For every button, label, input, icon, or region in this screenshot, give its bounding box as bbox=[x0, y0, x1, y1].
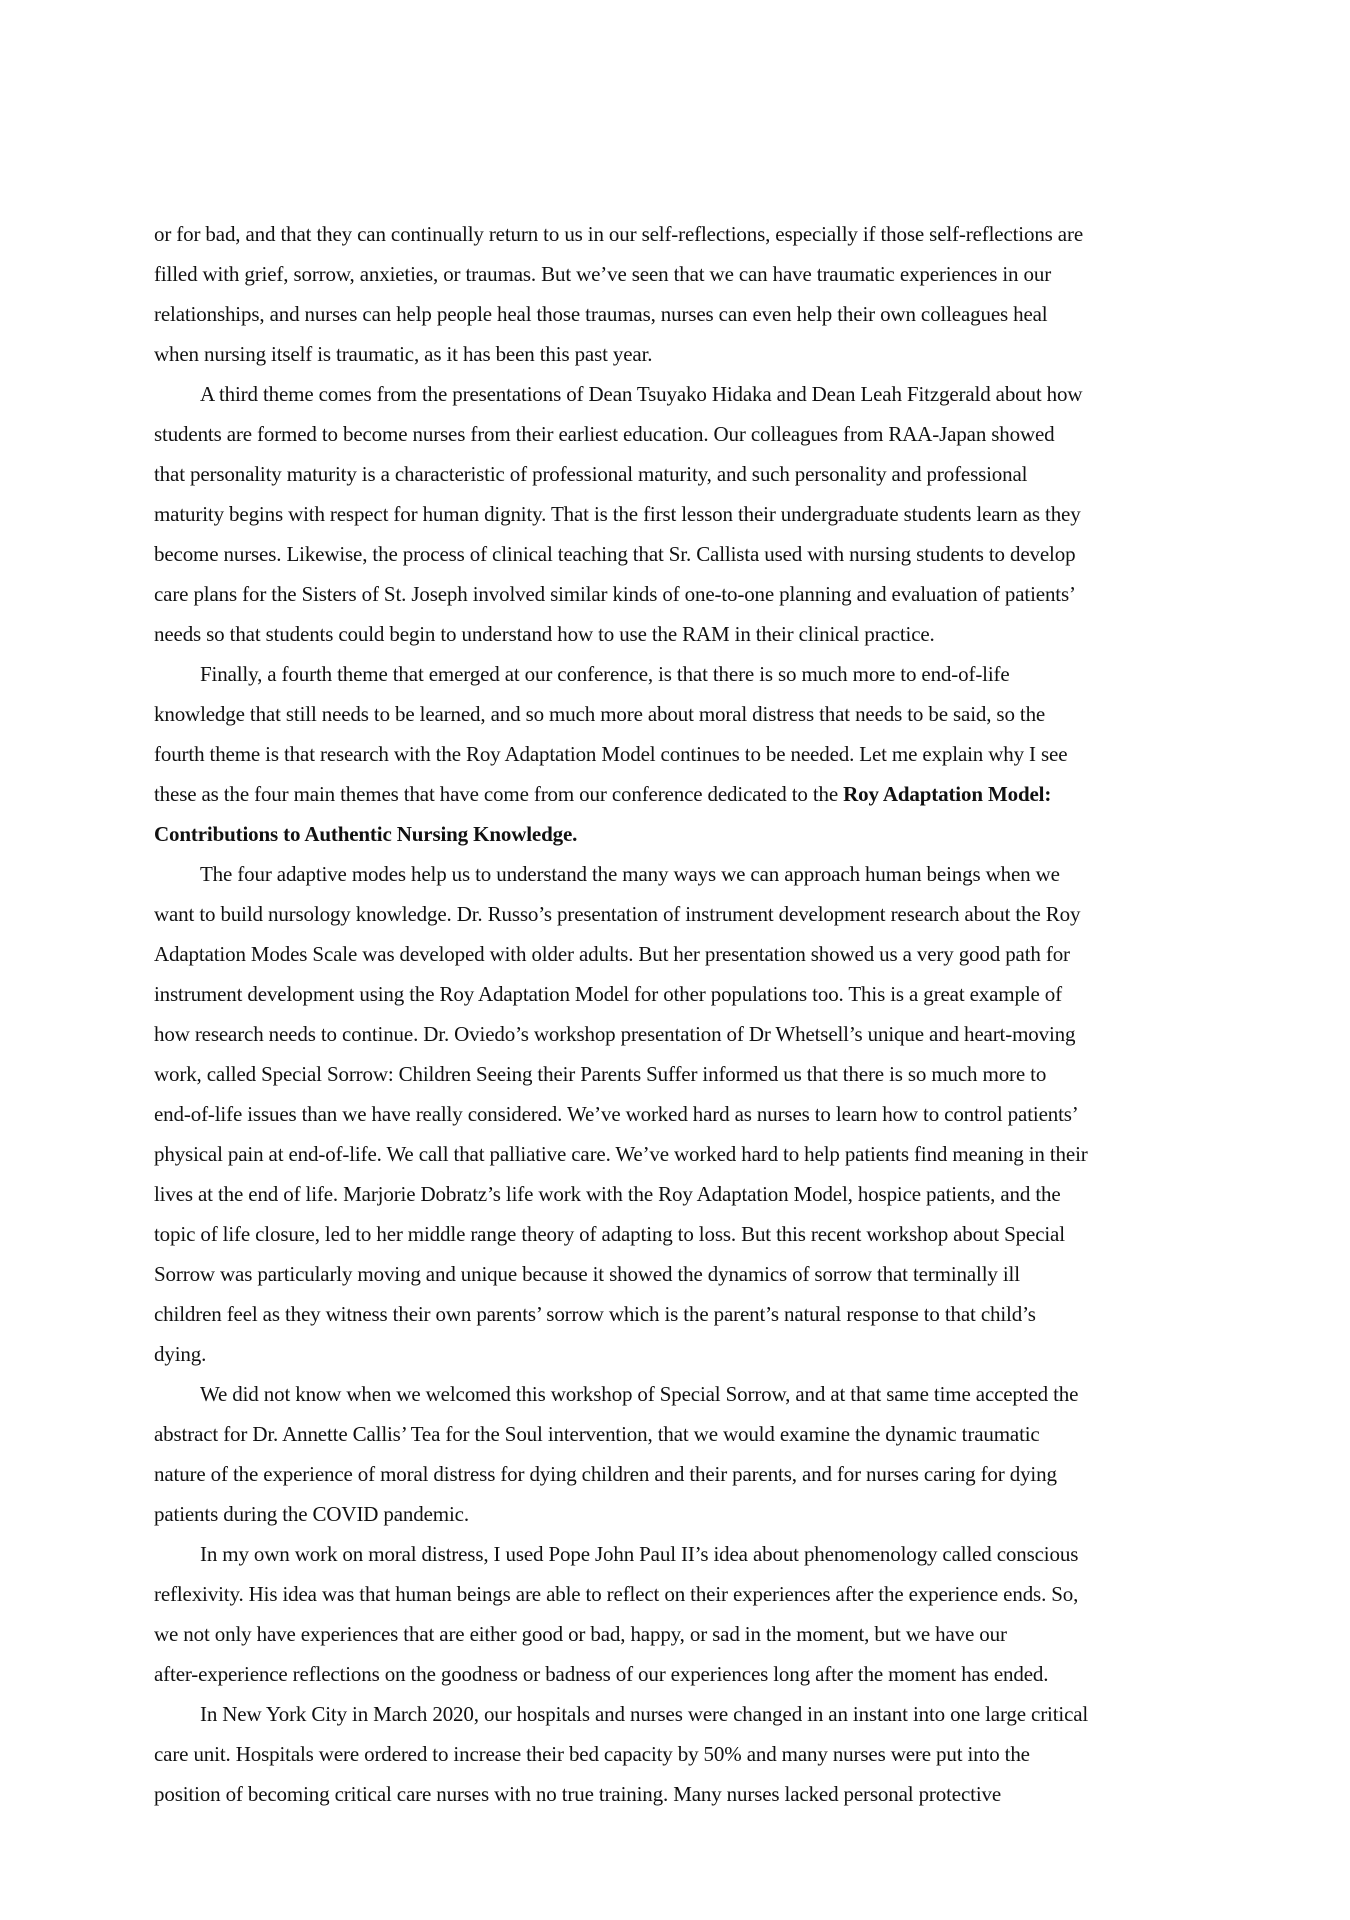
paragraph-3-text: Finally, a fourth theme that emerged at our conference, is that there is so much more to end-of-life knowledge that still needs to be learned, and so much more about moral distress that needs to be said, so the fourth theme is that research with the Roy Adaptation Model continues to be needed. Let me explain why I see these as the four main themes that have come from our conference dedicated to the bbox=[154, 662, 1068, 806]
document-page bbox=[154, 214, 1198, 1814]
paragraph-4 bbox=[154, 854, 1198, 1374]
paragraph-4-text: The four adaptive modes help us to understand the many ways we can approach human beings when we want to build nursology knowledge. Dr. Russo’s presentation of instrument development research about the Roy Adaptation Modes Scale was developed with older adults. But her presentation showed us a very good path for instrument development using the Roy Adaptation Model for other populations too. This is a great example of how research needs to continue. Dr. Oviedo’s workshop presentation of Dr Whetsell’s unique and heart-moving work, called Special Sorrow: Children Seeing their Parents Suffer informed us that there is so much more to end-of-life issues than we have really considered. We’ve worked hard as nurses to learn how to control patients’ physical pain at end-of-life. We call that palliative care. We’ve worked hard to help patients find meaning in their lives at the end of life. Marjorie Dobratz’s life work with the Roy Adaptation Model, hospice patients, and the topic of life closure, led to her middle range theory of adapting to loss. But this recent workshop about Special Sorrow was particularly moving and unique because it showed the dynamics of sorrow that terminally ill children feel as they witness their own parents’ sorrow which is the parent’s natural response to that child’s dying. bbox=[154, 862, 1088, 1366]
paragraph-2 bbox=[154, 374, 1198, 654]
paragraph-1-text: or for bad, and that they can continually return to us in our self-reflections, especially if those self-reflections are filled with grief, sorrow, anxieties, or traumas. But we’ve seen that we can have traumatic experiences in our relationships, and nurses can help people heal those traumas, nurses can even help their own colleagues heal when nursing itself is traumatic, as it has been this past year. bbox=[154, 222, 1083, 366]
paragraph-7 bbox=[154, 1694, 1198, 1814]
paragraph-1 bbox=[154, 214, 1198, 374]
paragraph-7-text: In New York City in March 2020, our hospitals and nurses were changed in an instant into one large critical care unit. Hospitals were ordered to increase their bed capacity by 50% and many nurses were put into the position of becoming critical care nurses with no true training. Many nurses lacked personal protective bbox=[154, 1702, 1089, 1806]
paragraph-6-text: In my own work on moral distress, I used Pope John Paul II’s idea about phenomenology called conscious reflexivity. His idea was that human beings are able to reflect on their experiences after the experience ends. So, we not only have experiences that are either good or bad, happy, or sad in the moment, but we have our after-experience reflections on the goodness or badness of our experiences long after the moment has ended. bbox=[154, 1542, 1079, 1686]
paragraph-2-text: A third theme comes from the presentations of Dean Tsuyako Hidaka and Dean Leah Fitzgerald about how students are formed to become nurses from their earliest education. Our colleagues from RAA-Japan showed that personality maturity is a characteristic of professional maturity, and such personality and professional maturity begins with respect for human dignity. That is the first lesson their undergraduate students learn as they become nurses. Likewise, the process of clinical teaching that Sr. Callista used with nursing students to develop care plans for the Sisters of St. Joseph involved similar kinds of one-to-one planning and evaluation of patients’ needs so that students could begin to understand how to use the RAM in their clinical practice. bbox=[154, 382, 1083, 646]
conference-title-bold: Roy Adaptation Model: Contributions to Authentic Nursing Knowledge. bbox=[154, 782, 1052, 846]
paragraph-5 bbox=[154, 1374, 1198, 1534]
paragraph-3 bbox=[154, 654, 1198, 854]
paragraph-5-text: We did not know when we welcomed this workshop of Special Sorrow, and at that same time accepted the abstract for Dr. Annette Callis’ Tea for the Soul intervention, that we would examine the dynamic traumatic nature of the experience of moral distress for dying children and their parents, and for nurses caring for dying patients during the COVID pandemic. bbox=[154, 1382, 1079, 1526]
paragraph-6 bbox=[154, 1534, 1198, 1694]
